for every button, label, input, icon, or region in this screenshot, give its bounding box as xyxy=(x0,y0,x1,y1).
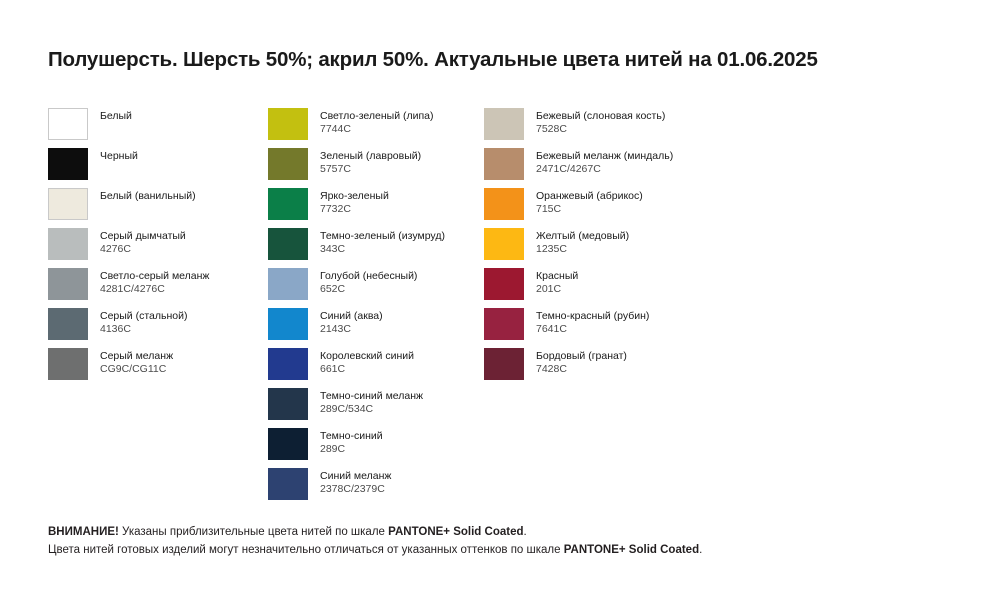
color-code: 652C xyxy=(320,282,346,295)
swatch-column-1 xyxy=(48,108,268,388)
swatch-row xyxy=(48,188,268,228)
swatch-row xyxy=(48,228,268,268)
footer-pantone-label-1: PANTONE+ Solid Coated xyxy=(388,526,524,538)
swatch-labels xyxy=(320,108,434,136)
color-name: Серый меланж xyxy=(100,350,174,362)
color-code: 5757C xyxy=(320,162,351,175)
color-code: 7732C xyxy=(320,202,351,215)
swatch-row xyxy=(268,188,484,228)
color-code: 661C xyxy=(320,362,346,375)
footer-line-2-end: . xyxy=(699,543,703,556)
color-name: Зеленый (лавровый) xyxy=(320,150,422,162)
swatch-labels xyxy=(536,348,627,376)
swatch-columns xyxy=(48,108,968,508)
swatch-row xyxy=(484,148,724,188)
color-code: 4136C xyxy=(100,322,131,335)
color-chip xyxy=(484,308,524,340)
color-code: 289C xyxy=(320,442,346,455)
swatch-row xyxy=(484,228,724,268)
color-chip xyxy=(48,308,88,340)
swatch-row xyxy=(268,268,484,308)
color-chip xyxy=(268,188,308,220)
swatch-labels xyxy=(320,308,383,336)
swatch-labels xyxy=(320,468,391,496)
swatch-row xyxy=(268,148,484,188)
color-code: 343C xyxy=(320,242,346,255)
color-chip xyxy=(268,268,308,300)
color-chip xyxy=(268,348,308,380)
swatch-labels xyxy=(320,428,383,456)
color-name: Черный xyxy=(100,150,138,162)
color-code: 7744C xyxy=(320,122,351,135)
color-code: 4276C xyxy=(100,242,131,255)
swatch-column-2 xyxy=(268,108,484,508)
color-code: 7428C xyxy=(536,362,567,375)
swatch-labels xyxy=(100,188,196,203)
swatch-labels xyxy=(320,268,417,296)
swatch-row xyxy=(48,148,268,188)
swatch-labels xyxy=(536,188,643,216)
swatch-labels xyxy=(320,388,423,416)
color-name: Бежевый (слоновая кость) xyxy=(536,110,666,122)
color-name: Ярко-зеленый xyxy=(320,190,389,202)
color-chip xyxy=(484,268,524,300)
color-chip xyxy=(268,468,308,500)
color-chip xyxy=(48,268,88,300)
color-name: Светло-серый меланж xyxy=(100,270,210,282)
swatch-row xyxy=(268,348,484,388)
color-code: 1235C xyxy=(536,242,567,255)
swatch-labels xyxy=(100,148,138,163)
color-chip xyxy=(48,108,88,140)
color-code: 201C xyxy=(536,282,562,295)
color-code: 2378C/2379C xyxy=(320,482,385,495)
color-code: 289C/534C xyxy=(320,402,374,415)
swatch-row xyxy=(268,388,484,428)
footer-line-1 xyxy=(48,524,968,542)
swatch-labels xyxy=(100,348,173,376)
swatch-row xyxy=(484,188,724,228)
swatch-labels xyxy=(536,308,649,336)
swatch-labels xyxy=(536,108,665,136)
color-chip xyxy=(268,428,308,460)
color-name: Бордовый (гранат) xyxy=(536,350,627,362)
color-name: Темно-синий меланж xyxy=(320,390,424,402)
swatch-row xyxy=(268,468,484,508)
color-chip xyxy=(48,188,88,220)
swatch-row xyxy=(268,228,484,268)
color-name: Красный xyxy=(536,270,579,282)
color-name: Бежевый меланж (миндаль) xyxy=(536,150,674,162)
color-name: Голубой (небесный) xyxy=(320,270,418,282)
color-chip xyxy=(484,108,524,140)
color-code: 715C xyxy=(536,202,562,215)
swatch-labels xyxy=(100,268,209,296)
color-code: 2143C xyxy=(320,322,351,335)
color-chip xyxy=(268,228,308,260)
color-name: Темно-зеленый (изумруд) xyxy=(320,230,445,242)
color-chip xyxy=(268,308,308,340)
swatch-labels xyxy=(320,228,445,256)
color-chip xyxy=(484,148,524,180)
color-name: Темно-красный (рубин) xyxy=(536,310,650,322)
footer-line-2-text: Цвета нитей готовых изделий могут незначительно отличаться от указанных оттенков по шкале xyxy=(48,543,564,556)
footer-line-2 xyxy=(48,542,968,560)
swatch-row xyxy=(484,348,724,388)
swatch-row xyxy=(268,108,484,148)
color-name: Белый xyxy=(100,110,132,122)
color-code: 2471C/4267C xyxy=(536,162,601,175)
color-chip xyxy=(484,188,524,220)
swatch-labels xyxy=(100,228,186,256)
color-code: 4281C/4276C xyxy=(100,282,165,295)
color-name: Серый (стальной) xyxy=(100,310,188,322)
footer-note xyxy=(48,524,968,560)
swatch-labels xyxy=(536,148,673,176)
color-name: Синий (аква) xyxy=(320,310,383,322)
color-chip xyxy=(484,228,524,260)
footer-attention-label: ВНИМАНИЕ! xyxy=(48,526,119,538)
color-chip xyxy=(48,228,88,260)
swatch-row xyxy=(484,108,724,148)
swatch-row xyxy=(484,268,724,308)
swatch-row xyxy=(268,428,484,468)
swatch-labels xyxy=(536,268,578,296)
color-name: Синий меланж xyxy=(320,470,392,482)
color-chip xyxy=(48,148,88,180)
color-name: Светло-зеленый (липа) xyxy=(320,110,434,122)
color-name: Королевский синий xyxy=(320,350,414,362)
color-code: 7528C xyxy=(536,122,567,135)
color-code: 7641C xyxy=(536,322,567,335)
swatch-row xyxy=(484,308,724,348)
swatch-labels xyxy=(100,108,132,123)
swatch-row xyxy=(48,108,268,148)
color-chip xyxy=(268,388,308,420)
swatch-labels xyxy=(320,348,414,376)
color-chip xyxy=(484,348,524,380)
color-chip xyxy=(268,108,308,140)
color-name: Желтый (медовый) xyxy=(536,230,630,242)
swatch-labels xyxy=(100,308,187,336)
swatch-row xyxy=(48,348,268,388)
swatch-row xyxy=(48,308,268,348)
swatch-labels xyxy=(320,188,389,216)
swatch-column-3 xyxy=(484,108,724,388)
swatch-labels xyxy=(320,148,421,176)
swatch-row xyxy=(268,308,484,348)
swatch-row xyxy=(48,268,268,308)
color-name: Темно-синий xyxy=(320,430,383,442)
color-chip xyxy=(48,348,88,380)
page-title: Полушерсть. Шерсть 50%; акрил 50%. Актуальные цвета нитей на 01.06.2025 xyxy=(48,48,818,71)
color-code: CG9C/CG11C xyxy=(100,362,167,375)
footer-line-1-end: . xyxy=(523,526,527,538)
color-name: Белый (ванильный) xyxy=(100,190,196,202)
footer-pantone-label-2: PANTONE+ Solid Coated xyxy=(563,543,700,556)
color-name: Серый дымчатый xyxy=(100,230,186,242)
color-chip xyxy=(268,148,308,180)
footer-line-1-text: Указаны приблизительные цвета нитей по шкале xyxy=(118,526,389,538)
color-name: Оранжевый (абрикос) xyxy=(536,190,643,202)
swatch-labels xyxy=(536,228,629,256)
